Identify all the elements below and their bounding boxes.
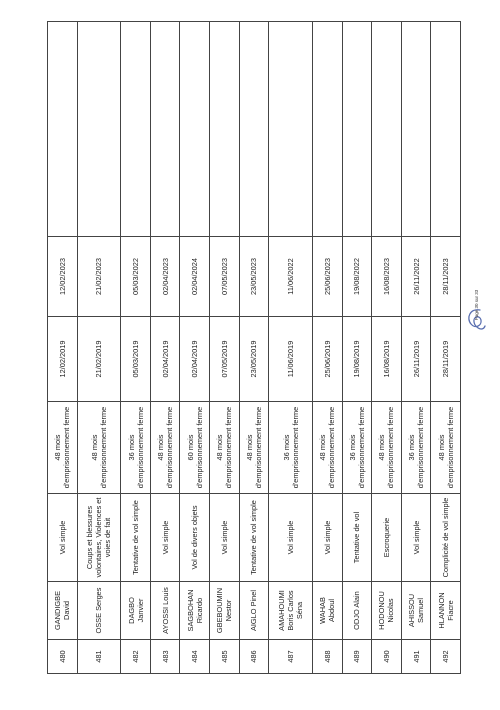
- end-date-cell: 25/06/2023: [312, 237, 342, 317]
- offense-cell: Vol simple: [150, 494, 180, 582]
- detainee-name: GANDIGBE David: [48, 582, 78, 640]
- start-date-cell: 19/08/2019: [342, 317, 372, 402]
- table-row: [312, 22, 342, 674]
- sentence-cell: 36 mois d'emprisonnement ferme: [342, 402, 372, 494]
- start-date-cell: 23/05/2019: [239, 317, 269, 402]
- offense-cell: Escroquerie: [372, 494, 402, 582]
- end-date-cell: 16/08/2023: [372, 237, 402, 317]
- end-date-cell: 02/04/2023: [150, 237, 180, 317]
- table-row: [342, 22, 372, 674]
- blank-cell: [210, 22, 240, 237]
- table-row: [401, 22, 431, 674]
- sentence-cell: 48 mois d'emprisonnement ferme: [48, 402, 78, 494]
- record-number: 481: [77, 640, 121, 674]
- sentence-cell: 48 mois d'emprisonnement ferme: [312, 402, 342, 494]
- detainee-name: ODJO Alain: [342, 582, 372, 640]
- start-date-cell: 16/08/2019: [372, 317, 402, 402]
- blank-cell: [150, 22, 180, 237]
- offense-cell: Tentative de vol simple: [239, 494, 269, 582]
- page-footer: Page 30 sur 33: [474, 289, 479, 321]
- offense-cell: Vol simple: [401, 494, 431, 582]
- sentence-cell: 48 mois d'emprisonnement ferme: [210, 402, 240, 494]
- detainee-name: GBEBOUMIN Nestor: [210, 582, 240, 640]
- start-date-cell: 21/02/2019: [77, 317, 121, 402]
- start-date-cell: 11/06/2019: [269, 317, 313, 402]
- detainee-name: OSSE Serges: [77, 582, 121, 640]
- table-row: [239, 22, 269, 674]
- table-row: [180, 22, 210, 674]
- table-row: [372, 22, 402, 674]
- record-number: 492: [431, 640, 461, 674]
- detainee-name: SAGBOHAN Ricardo: [180, 582, 210, 640]
- offense-cell: Tentative de vol simple: [121, 494, 151, 582]
- sentence-cell: 48 mois d'emprisonnement ferme: [77, 402, 121, 494]
- blank-cell: [431, 22, 461, 237]
- table-body: [48, 22, 461, 674]
- start-date-cell: 12/02/2019: [48, 317, 78, 402]
- offense-cell: Vol simple: [48, 494, 78, 582]
- end-date-cell: 05/03/2022: [121, 237, 151, 317]
- sentence-cell: 36 mois d'emprisonnement ferme: [269, 402, 313, 494]
- table-row: [269, 22, 313, 674]
- record-number: 480: [48, 640, 78, 674]
- sentence-cell: 48 mois d'emprisonnement ferme: [372, 402, 402, 494]
- rotated-table-container: [47, 22, 461, 674]
- detainee-name: HODONOU Nicolas: [372, 582, 402, 640]
- end-date-cell: 11/06/2022: [269, 237, 313, 317]
- record-number: 490: [372, 640, 402, 674]
- end-date-cell: 26/11/2022: [401, 237, 431, 317]
- sentence-cell: 48 mois d'emprisonnement ferme: [150, 402, 180, 494]
- start-date-cell: 25/06/2019: [312, 317, 342, 402]
- start-date-cell: 05/03/2019: [121, 317, 151, 402]
- detainee-name: HLANNON Fiacre: [431, 582, 461, 640]
- end-date-cell: 21/02/2023: [77, 237, 121, 317]
- offense-cell: Tentative de vol: [342, 494, 372, 582]
- start-date-cell: 28/11/2019: [431, 317, 461, 402]
- end-date-cell: 12/02/2023: [48, 237, 78, 317]
- blank-cell: [372, 22, 402, 237]
- record-number: 483: [150, 640, 180, 674]
- start-date-cell: 02/04/2019: [180, 317, 210, 402]
- offense-cell: Vol simple: [210, 494, 240, 582]
- start-date-cell: 07/05/2019: [210, 317, 240, 402]
- blank-cell: [269, 22, 313, 237]
- record-number: 484: [180, 640, 210, 674]
- record-number: 487: [269, 640, 313, 674]
- offense-cell: Vol de divers objets: [180, 494, 210, 582]
- end-date-cell: 07/05/2023: [210, 237, 240, 317]
- sentence-cell: 36 mois d'emprisonnement ferme: [121, 402, 151, 494]
- blank-cell: [180, 22, 210, 237]
- end-date-cell: 19/08/2022: [342, 237, 372, 317]
- table-row: [121, 22, 151, 674]
- detainee-name: WAHAB Abdoul: [312, 582, 342, 640]
- detainee-name: AMAHOUMI Boris Carlos Séna: [269, 582, 313, 640]
- blank-cell: [401, 22, 431, 237]
- sentence-cell: 48 mois d'emprisonnement ferme: [239, 402, 269, 494]
- blank-cell: [121, 22, 151, 237]
- start-date-cell: 26/11/2019: [401, 317, 431, 402]
- detainee-table: [47, 21, 461, 674]
- blank-cell: [312, 22, 342, 237]
- sentence-cell: 48 mois d'emprisonnement ferme: [431, 402, 461, 494]
- blank-cell: [77, 22, 121, 237]
- end-date-cell: 23/05/2023: [239, 237, 269, 317]
- start-date-cell: 02/04/2019: [150, 317, 180, 402]
- record-number: 482: [121, 640, 151, 674]
- offense-cell: Vol simple: [312, 494, 342, 582]
- sentence-cell: 36 mois d'emprisonnement ferme: [401, 402, 431, 494]
- table-row: [48, 22, 78, 674]
- blank-cell: [239, 22, 269, 237]
- record-number: 488: [312, 640, 342, 674]
- record-number: 489: [342, 640, 372, 674]
- record-number: 485: [210, 640, 240, 674]
- record-number: 486: [239, 640, 269, 674]
- detainee-name: AIGLO Pinel: [239, 582, 269, 640]
- offense-cell: Complicité de vol simple: [431, 494, 461, 582]
- blank-cell: [342, 22, 372, 237]
- sentence-cell: 60 mois d'emprisonnement ferme: [180, 402, 210, 494]
- table-row: [150, 22, 180, 674]
- end-date-cell: 02/04/2024: [180, 237, 210, 317]
- record-number: 491: [401, 640, 431, 674]
- offense-cell: Coups et blessures volontaires, Violences et voies de fait: [77, 494, 121, 582]
- offense-cell: Vol simple: [269, 494, 313, 582]
- blank-cell: [48, 22, 78, 237]
- detainee-name: AHISSOU Samuel: [401, 582, 431, 640]
- detainee-name: DAGBO Janvier: [121, 582, 151, 640]
- table-row: [431, 22, 461, 674]
- detainee-name: AYOSSI Louis: [150, 582, 180, 640]
- table-row: [77, 22, 121, 674]
- table-row: [210, 22, 240, 674]
- end-date-cell: 28/11/2023: [431, 237, 461, 317]
